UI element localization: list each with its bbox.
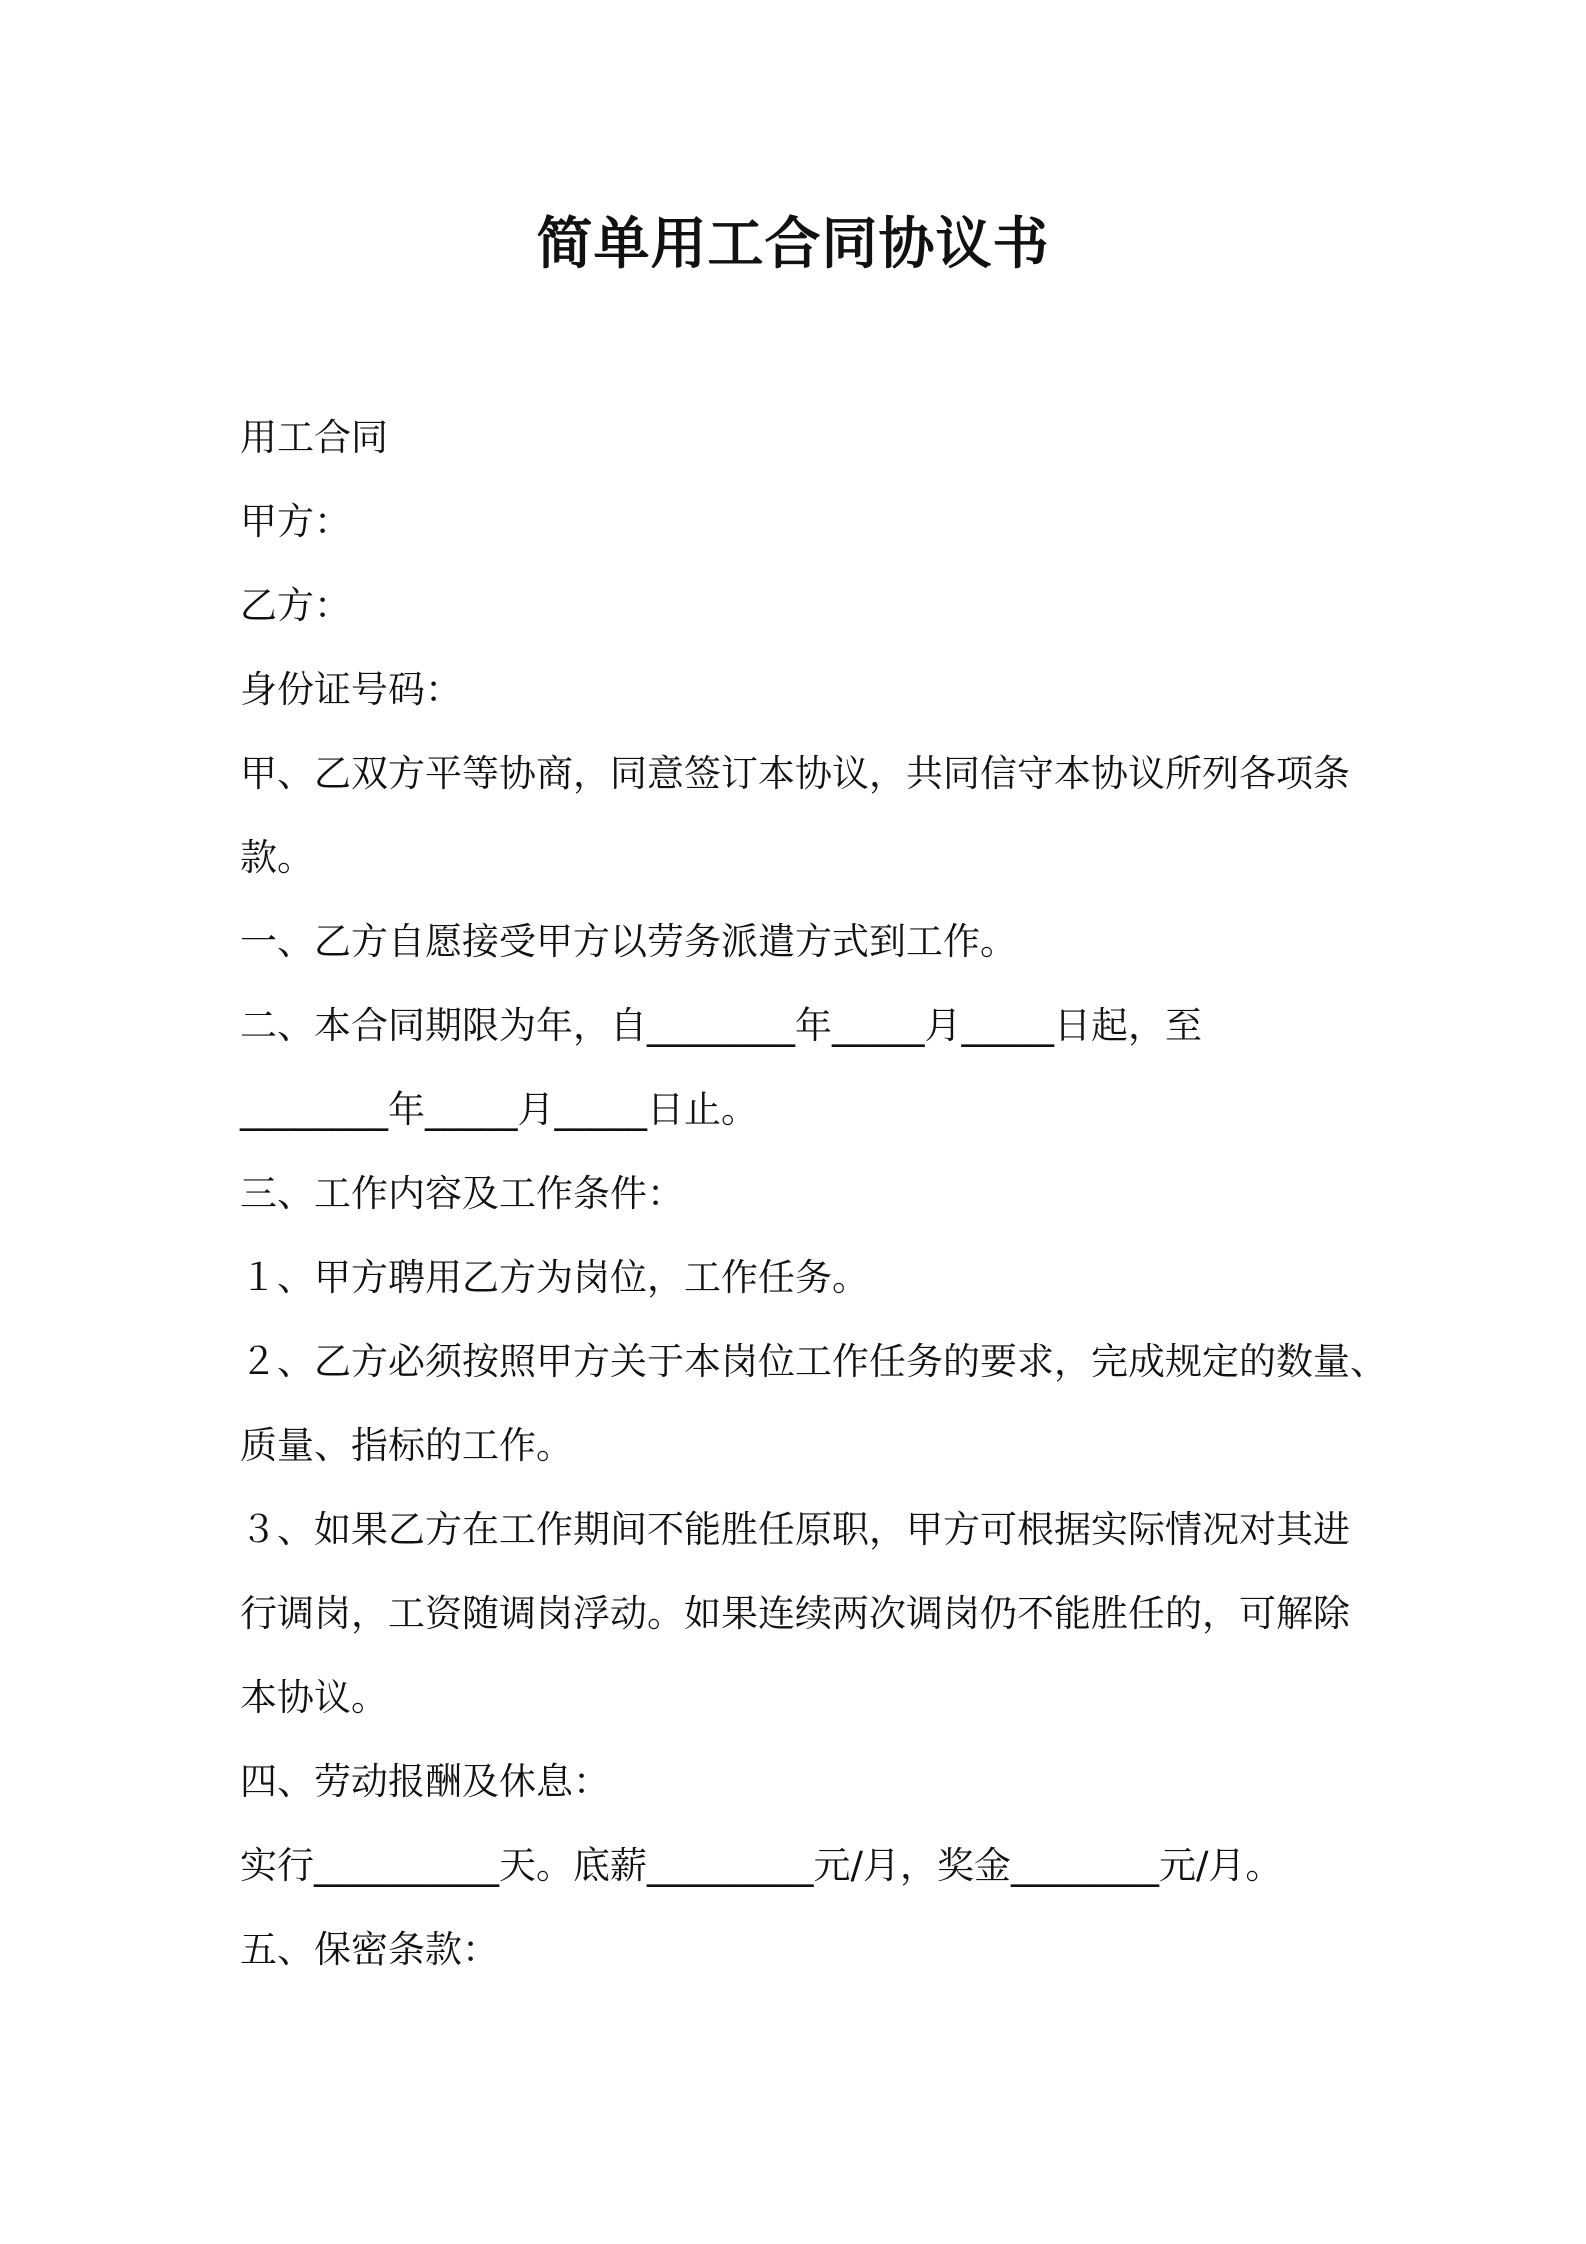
clause-3-item-2-continued: 质量、指标的工作。: [240, 1424, 573, 1467]
heading-contract: 用工合同: [240, 416, 388, 459]
party-a-line: 甲方：: [240, 500, 351, 543]
clause-1: 一、乙方自愿接受甲方以劳务派遣方式到工作。: [240, 920, 1017, 963]
clause-3-item-3: ３、如果乙方在工作期间不能胜任原职，甲方可根据实际情况对其进: [240, 1508, 1350, 1551]
paragraph-line: 款。: [240, 836, 314, 879]
clause-3-heading: 三、工作内容及工作条件：: [240, 1172, 684, 1215]
party-b-line: 乙方：: [240, 584, 351, 627]
clause-4-heading: 四、劳动报酬及休息：: [240, 1760, 610, 1803]
clause-3-item-2: ２、乙方必须按照甲方关于本岗位工作任务的要求，完成规定的数量、: [240, 1340, 1387, 1383]
clause-2-continued: ________年_____月_____日止。: [240, 1088, 758, 1131]
clause-5-heading: 五、保密条款：: [240, 1928, 499, 1971]
paragraph-line: 甲、乙双方平等协商，同意签订本协议，共同信守本协议所列各项条: [240, 752, 1350, 795]
clause-3-item-1: １、甲方聘用乙方为岗位，工作任务。: [240, 1256, 869, 1299]
clause-2: 二、本合同期限为年，自________年_____月_____日起，至: [240, 1004, 1202, 1047]
clause-4-detail: 实行__________天。底薪_________元/月，奖金________元/月。: [240, 1844, 1283, 1887]
document-title: 简单用工合同协议书: [536, 212, 1050, 277]
clause-3-item-3-continued: 行调岗，工资随调岗浮动。如果连续两次调岗仍不能胜任的，可解除: [240, 1592, 1350, 1635]
id-number-line: 身份证号码：: [240, 668, 462, 711]
clause-3-item-3-end: 本协议。: [240, 1676, 388, 1719]
